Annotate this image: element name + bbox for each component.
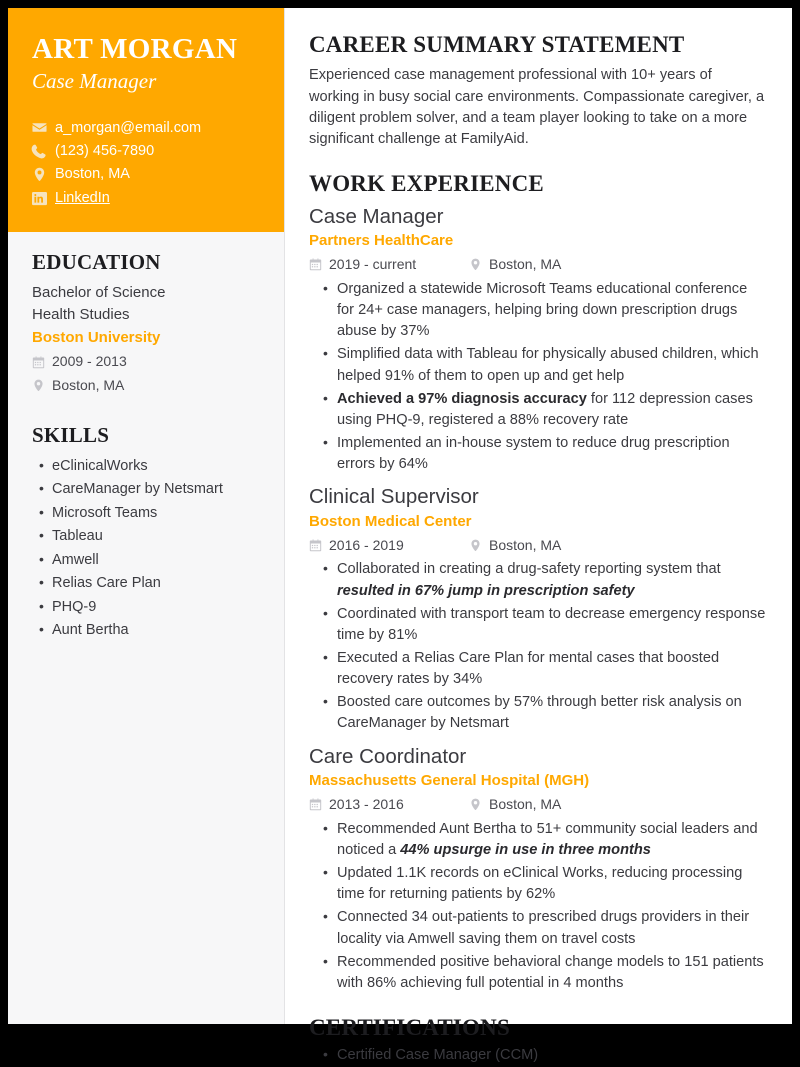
contact-item-email[interactable]	[32, 117, 260, 139]
main-column	[285, 8, 792, 1064]
calendar-icon	[309, 258, 322, 271]
work-experience-section	[309, 171, 766, 993]
job-dates: 2019 - current	[329, 256, 417, 273]
skills-list	[32, 455, 260, 643]
job-title: Care Coordinator	[309, 744, 467, 768]
education-location: Boston, MA	[52, 377, 125, 394]
skills-section	[32, 423, 260, 643]
skill-item: • Microsoft Teams	[32, 502, 260, 525]
job-bullet: • Collaborated in creating a drug-safety reporting system that resulted in 67% jump in prescription safety	[309, 559, 766, 601]
education-dates-row	[32, 351, 260, 373]
work-experience-heading: WORK EXPERIENCE	[309, 171, 544, 197]
location-pin-icon	[32, 167, 47, 182]
job-company: Massachusetts General Hospital (MGH)	[309, 772, 590, 790]
skill-item: • Tableau	[32, 525, 260, 548]
header-banner	[8, 8, 284, 232]
education-section	[32, 250, 260, 396]
job-bullets	[309, 279, 766, 475]
job-bullet: • Updated 1.1K records on eClinical Works, reducing processing time for returning patients by 62%	[309, 863, 766, 905]
job-dates: 2013 - 2016	[329, 796, 404, 813]
contact-item-linkedin[interactable]	[32, 187, 260, 209]
job-meta	[309, 793, 766, 815]
education-dates: 2009 - 2013	[52, 353, 127, 370]
job-bullet: • Organized a statewide Microsoft Teams educational conference for 24+ case managers, helping bring down prescription drugs abuse by 37%	[309, 279, 766, 342]
location-value: Boston, MA	[55, 166, 130, 183]
job-location: Boston, MA	[489, 256, 562, 273]
job-location: Boston, MA	[489, 796, 562, 813]
job-bullet: • Boosted care outcomes by 57% through better risk analysis on CareManager by Netsmart	[309, 692, 766, 734]
linkedin-icon	[32, 191, 47, 206]
candidate-name: ART MORGAN	[32, 33, 238, 65]
skill-item: • Amwell	[32, 549, 260, 572]
skill-item: • PHQ-9	[32, 596, 260, 619]
skill-item: • Aunt Bertha	[32, 619, 260, 642]
job-title: Clinical Supervisor	[309, 485, 479, 509]
job-entry	[309, 744, 766, 994]
job-location: Boston, MA	[489, 536, 562, 553]
job-bullets	[309, 559, 766, 734]
job-bullet: • Recommended positive behavioral change models to 151 patients with 86% achieving full potential in 4 months	[309, 952, 766, 994]
location-pin-icon	[32, 379, 45, 392]
job-bullet: • Executed a Relias Care Plan for mental cases that boosted recovery rates by 34%	[309, 648, 766, 690]
job-bullet: • Implemented an in-house system to reduce drug prescription errors by 64%	[309, 433, 766, 475]
linkedin-value: LinkedIn	[55, 189, 110, 206]
sidebar	[8, 8, 285, 1024]
contact-item-location	[32, 163, 260, 185]
job-list	[309, 204, 766, 994]
job-bullets	[309, 819, 766, 994]
job-bullet: • Recommended Aunt Bertha to 51+ community social leaders and noticed a 44% upsurge in use in three months	[309, 819, 766, 861]
career-summary-section	[309, 32, 766, 150]
job-entry	[309, 484, 766, 734]
education-location-row	[32, 375, 260, 397]
calendar-icon	[309, 798, 322, 811]
education-degree: Bachelor of Science	[32, 284, 166, 302]
resume-sheet	[8, 8, 792, 1064]
phone-icon	[32, 144, 47, 159]
email-value: a_morgan@email.com	[55, 119, 202, 136]
education-field: Health Studies	[32, 306, 130, 324]
calendar-icon	[309, 539, 322, 552]
job-company: Boston Medical Center	[309, 512, 472, 530]
location-pin-icon	[469, 258, 482, 271]
contact-list	[32, 117, 260, 210]
job-bullet: • Achieved a 97% diagnosis accuracy for 112 depression cases using PHQ-9, registered a 88% recovery rate	[309, 389, 766, 431]
job-bullet: • Coordinated with transport team to decrease emergency response time by 81%	[309, 604, 766, 646]
skill-item: • CareManager by Netsmart	[32, 478, 260, 501]
job-title: Case Manager	[309, 204, 444, 228]
contact-item-phone[interactable]	[32, 140, 260, 162]
candidate-role: Case Manager	[32, 69, 157, 94]
job-dates: 2016 - 2019	[329, 536, 404, 553]
certifications-section	[309, 1015, 766, 1067]
phone-value: (123) 456-7890	[55, 142, 155, 159]
career-summary-heading: CAREER SUMMARY STATEMENT	[309, 32, 685, 57]
skill-item: • eClinicalWorks	[32, 455, 260, 478]
envelope-icon	[32, 120, 47, 135]
job-entry	[309, 204, 766, 476]
education-heading: EDUCATION	[32, 250, 161, 275]
job-company: Partners HealthCare	[309, 232, 454, 250]
skill-item: • Relias Care Plan	[32, 572, 260, 595]
certification-item: • Certified Case Manager (CCM)	[309, 1045, 766, 1067]
location-pin-icon	[469, 539, 482, 552]
calendar-icon	[32, 356, 45, 369]
education-school: Boston University	[32, 328, 161, 346]
job-meta	[309, 534, 766, 556]
certifications-heading: CERTIFICATIONS	[309, 1014, 510, 1040]
career-summary-text: Experienced case management professional with 10+ years of working in busy social care environments. Compassionate caregiver, a diligent problem solver, and a team player looking to take on a more significant challenge at FamilyAid.	[309, 67, 765, 148]
certifications-list	[309, 1045, 766, 1067]
location-pin-icon	[469, 798, 482, 811]
job-bullet: • Simplified data with Tableau for physically abused children, which helped 91% of them to open up and get help	[309, 344, 766, 386]
job-meta	[309, 253, 766, 275]
skills-heading: SKILLS	[32, 422, 110, 447]
sidebar-body	[8, 232, 284, 662]
job-bullet: • Connected 34 out-patients to prescribed drugs providers in their locality via Amwell saving them on travel costs	[309, 907, 766, 949]
